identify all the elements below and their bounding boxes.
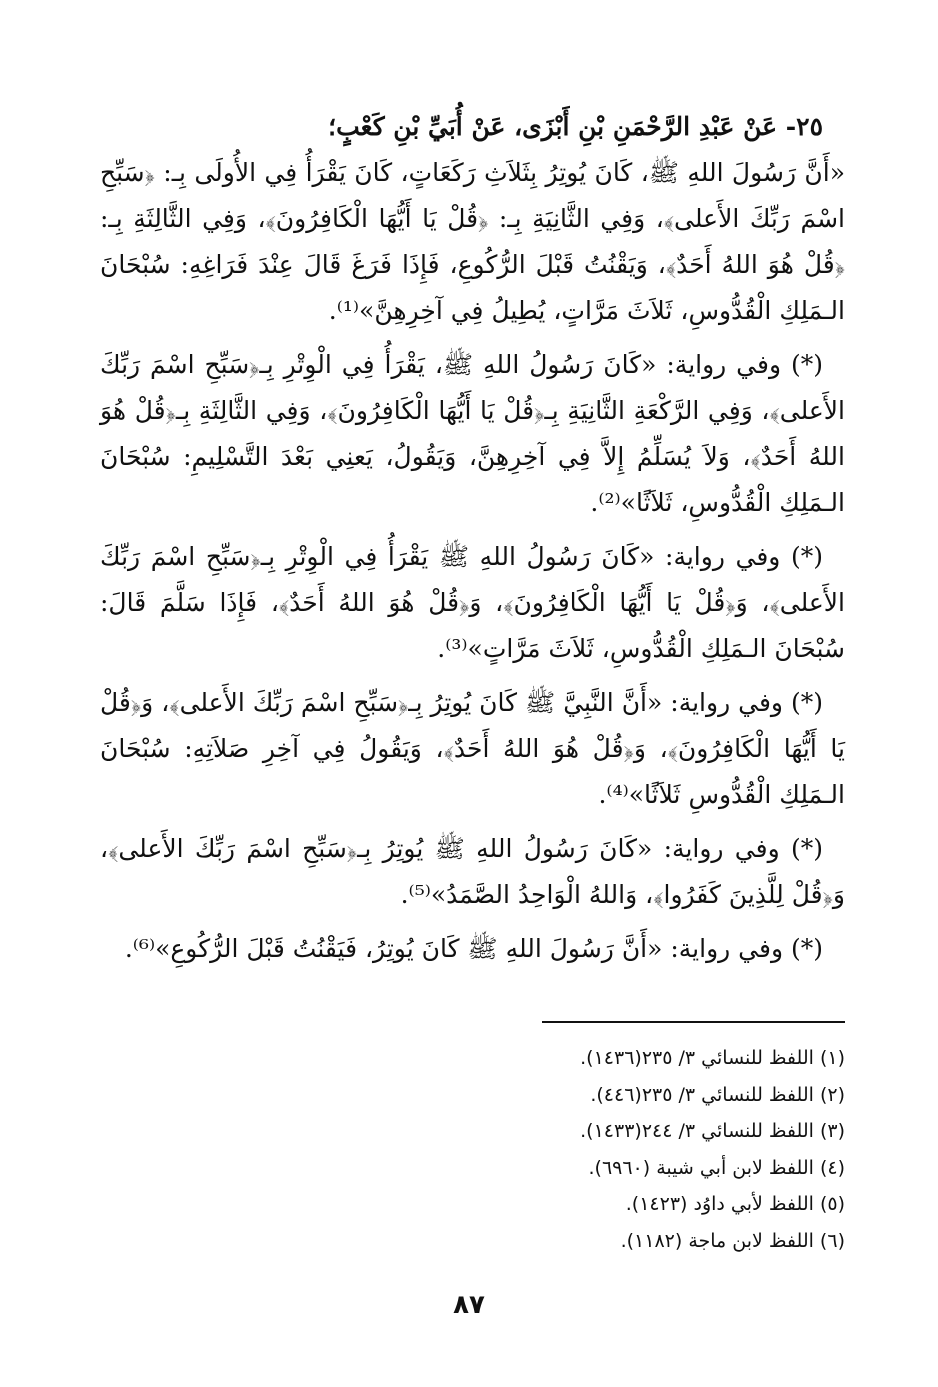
footnotes <box>100 1040 845 1259</box>
hadith-heading: ٢٥- عَنْ عَبْدِ الرَّحْمَنِ بْنِ أَبْزَى، عَنْ أُبَيِّ بْنِ كَعْبٍ؛ <box>328 112 823 141</box>
footnote-4: (٤) اللفظ لابن أبي شيبة (٦٩٦٠). <box>588 1156 845 1179</box>
riwaya-paragraph: (*) وفي رواية: «كَانَ رَسُولُ اللهِ ﷺ، يَقْرَأُ فِي الْوِتْرِ بِـ﴿سَبِّحِ اسْمَ رَبِّكَ الأَعلى﴾، وَفِي الرَّكْعَةِ الثَّانِيَةِ بِـ﴿قُلْ يَا أَيُّهَا الْكَافِرُونَ﴾، وَفِي الثَّالِثَةِ بِـ﴿قُلْ هُوَ اللهُ أَحَدٌ﴾، وَلاَ يُسَلِّمُ إِلاَّ فِي آخِرِهِنَّ، وَيَقُولُ، يَعنِي بَعْدَ التَّسْلِيمِ: سُبْحَانَ الـمَلِكِ الْقُدُّوسِ، ثَلاَثًا»⁽²⁾. <box>100 350 845 517</box>
footnote-3: (٣) اللفظ للنسائي ٣/ ٢٤٤(١٤٣٣). <box>580 1120 845 1142</box>
riwaya-paragraph: (*) وفي رواية: «كَانَ رَسُولُ اللهِ ﷺ يَقْرَأُ فِي الْوِتْرِ بِـ﴿سَبِّحِ اسْمَ رَبِّكَ الأَعلى﴾، وَ﴿قُلْ يَا أَيُّهَا الْكَافِرُونَ﴾، وَ﴿قُلْ هُوَ اللهُ أَحَدٌ﴾، فَإِذَا سَلَّمَ قَالَ: سُبْحَانَ الـمَلِكِ الْقُدُّوسِ، ثَلاَثَ مَرَّاتٍ»⁽³⁾. <box>100 542 845 663</box>
riwaya-paragraph: (*) وفي رواية: «كَانَ رَسُولُ اللهِ ﷺ يُوتِرُ بِـ﴿سَبِّحِ اسْمَ رَبِّكَ الأَعلى﴾، وَ﴿قُلْ لِلَّذِينَ كَفَرُوا﴾، وَاللهُ الْوَاحِدُ الصَّمَدُ»⁽⁵⁾. <box>100 834 845 909</box>
footnote-6: (٦) اللفظ لابن ماجة (١١٨٢). <box>620 1229 845 1252</box>
footnote-2: (٢) اللفظ للنسائي ٣/ ٢٣٥(٤٤٦). <box>590 1083 845 1106</box>
footnote-divider <box>542 1021 845 1023</box>
riwaya-paragraph: (*) وفي رواية: «أَنَّ رَسُولَ اللهِ ﷺ كَانَ يُوتِرُ، فَيَقْنُتُ قَبْلَ الرُّكُوعِ»⁽⁶⁾. <box>124 934 823 963</box>
hadith-text <box>100 104 845 980</box>
footnote-1: (١) اللفظ للنسائي ٣/ ٢٣٥(١٤٣٦). <box>580 1047 845 1069</box>
riwaya-paragraph: (*) وفي رواية: «أَنَّ النَّبِيَّ ﷺ كَانَ يُوتِرُ بِـ﴿سَبِّحِ اسْمَ رَبِّكَ الأَعلى﴾، وَ﴿قُلْ يَا أَيُّهَا الْكَافِرُونَ﴾، وَ﴿قُلْ هُوَ اللهُ أَحَدٌ﴾، وَيَقُولُ فِي آخِرِ صَلاَتِهِ: سُبْحَانَ الـمَلِكِ الْقُدُّوسِ ثَلاَثًا»⁽⁴⁾. <box>100 688 845 809</box>
footnote-5: (٥) اللفظ لأبي داوُد (١٤٢٣). <box>625 1193 845 1215</box>
hadith-body: «أَنَّ رَسُولَ اللهِ ﷺ، كَانَ يُوتِرُ بِثَلاَثِ رَكَعَاتٍ، كَانَ يَقْرَأُ فِي الأُولَى بِـ: ﴿سَبِّحِ اسْمَ رَبِّكَ الأَعلى﴾، وَفِي الثَّانِيَةِ بِـ: ﴿قُلْ يَا أَيُّهَا الْكَافِرُونَ﴾، وَفِي الثَّالِثَةِ بِـ: ﴿قُلْ هُوَ اللهُ أَحَدٌ﴾، وَيَقْنُتُ قَبْلَ الرُّكُوعِ، فَإِذَا فَرَغَ قَالَ عِنْدَ فَرَاغِهِ: سُبْحَانَ الـمَلِكِ الْقُدُّوسِ، ثَلاَثَ مَرَّاتٍ، يُطِيلُ فِي آخِرِهِنَّ»⁽¹⁾. <box>100 158 845 325</box>
page-number: ٨٧ <box>453 1290 485 1320</box>
